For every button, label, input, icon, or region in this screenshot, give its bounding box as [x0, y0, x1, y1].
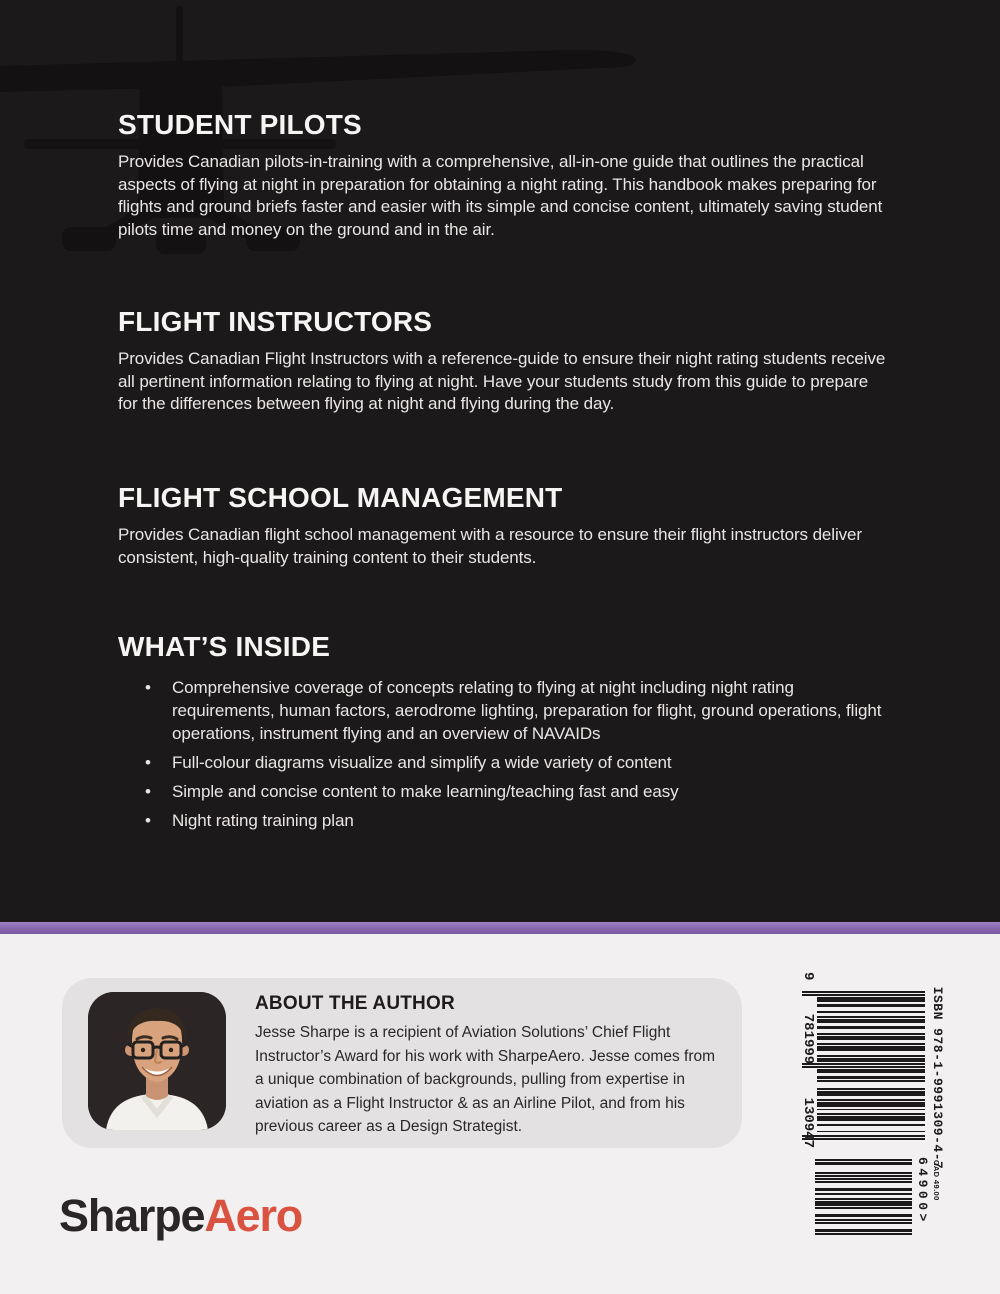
section-flight-school-management [118, 483, 886, 569]
about-author-text [255, 993, 717, 1139]
author-portrait-illustration [88, 992, 226, 1130]
section-flight-instructors [118, 307, 886, 416]
ean13-bars [802, 991, 925, 1140]
section-heading: WHAT’S INSIDE [118, 631, 331, 662]
price-label: CAD 49.00 [932, 1160, 941, 1201]
section-body: Provides Canadian pilots-in-training with a comprehensive, all-in-one guide that outlines the practical aspects of flying at night in preparation for obtaining a night rating. This handbook makes preparing for flights and ground briefs faster and easier with its simple and concise content, ultimately saving student pilots time and money on the ground and in the air. [118, 152, 883, 239]
section-student-pilots [118, 110, 886, 241]
ean-digit-group: 9 [800, 972, 816, 981]
addon-arrow: > [915, 1213, 930, 1225]
logo-text-aero: Aero [204, 1190, 303, 1241]
ean5-bars [815, 1157, 912, 1235]
isbn-label: ISBN 978-1-9991309-4-7 [930, 986, 945, 1170]
list-item: • Full-colour diagrams visualize and simplify a wide variety of content [172, 751, 886, 774]
section-heading: FLIGHT INSTRUCTORS [118, 306, 433, 337]
about-author-card [62, 978, 742, 1148]
addon-digits [915, 1157, 930, 1249]
purple-divider [0, 922, 1000, 934]
list-item: • Simple and concise content to make learning/teaching fast and easy [172, 780, 886, 803]
ean-digit-group: 781999 [800, 1013, 816, 1065]
ean13-digits [800, 972, 816, 1148]
about-author-body: Jesse Sharpe is a recipient of Aviation Solutions’ Chief Flight Instructor’s Award for his work with SharpeAero. Jesse comes from a unique combination of backgrounds, pulling from expertise in aviation as a Flight Instructor & as an Airline Pilot, and from his previous career as a Design Strategist. [255, 1024, 716, 1135]
barcode-rotated-block [795, 972, 945, 1240]
section-body: Provides Canadian Flight Instructors with a reference-guide to ensure their night rating students receive all pertinent information relating to flying at night. Have your students study from this guide to prepare for the differences between flying at night and flying during the day. [118, 349, 886, 413]
section-body: Provides Canadian flight school management with a resource to ensure their flight instructors deliver consistent, high-quality training content to their students. [118, 525, 862, 567]
section-heading: FLIGHT SCHOOL MANAGEMENT [118, 482, 563, 513]
author-photo [88, 992, 226, 1130]
isbn-barcode [795, 972, 945, 1240]
section-heading: STUDENT PILOTS [118, 109, 362, 140]
list-item: • Night rating training plan [172, 809, 886, 832]
barcode-addon [815, 1157, 941, 1249]
logo-text-sharpe: Sharpe [59, 1190, 205, 1241]
sharpeaero-logo [59, 1190, 302, 1242]
ean-digit-group: 130947 [800, 1097, 816, 1148]
list-item: • Comprehensive coverage of concepts relating to flying at night including night rating requirements, human factors, aerodrome lighting, preparation for flight, ground operations, flight operations, instrument flying and an overview of NAVAIDs [172, 676, 886, 745]
section-whats-inside [118, 632, 886, 838]
whats-inside-list [118, 676, 886, 832]
about-author-heading: ABOUT THE AUTHOR [255, 993, 455, 1014]
addon-digit-group: 64900 [915, 1157, 930, 1214]
